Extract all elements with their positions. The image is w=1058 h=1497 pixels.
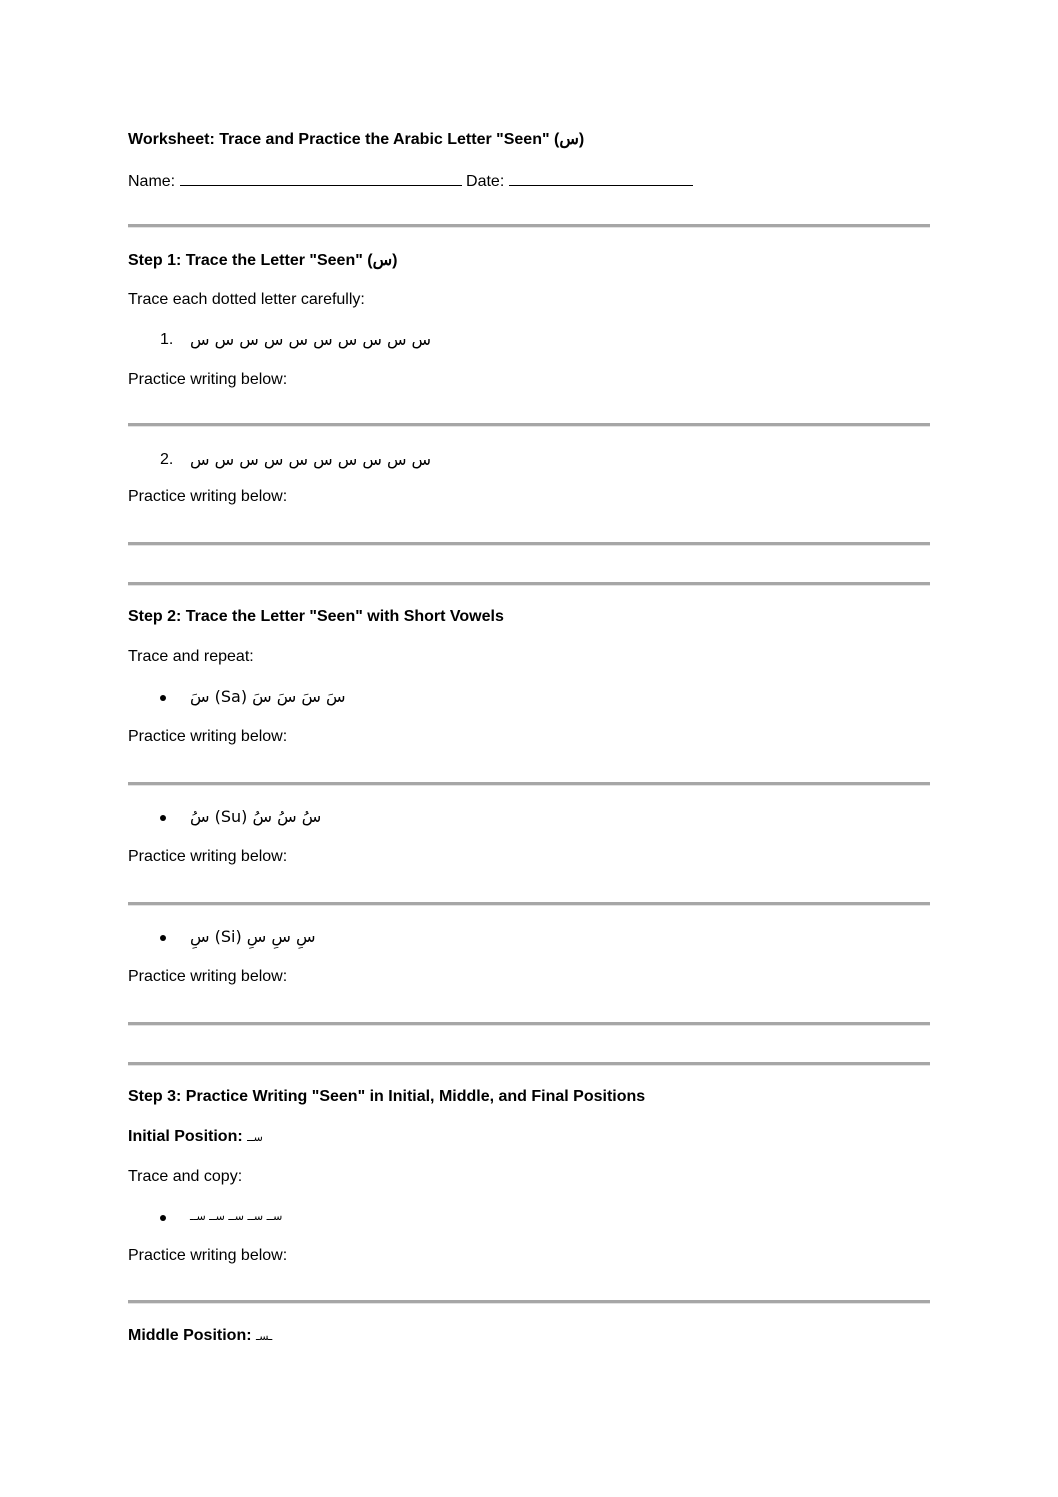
vowel-trace-si: سِ (Si) سِ سِ سِ: [190, 927, 316, 946]
divider: [128, 1062, 930, 1066]
practice-label: Practice writing below:: [128, 968, 288, 985]
practice-line[interactable]: [128, 902, 930, 906]
initial-form: ســ: [247, 1131, 263, 1144]
middle-position-label: Middle Position:: [128, 1327, 252, 1344]
date-field[interactable]: [509, 171, 693, 186]
trace-letters: س س س س س س س س س س: [190, 330, 432, 349]
practice-line[interactable]: [128, 782, 930, 786]
practice-label: Practice writing below:: [128, 728, 288, 745]
bullet-icon: [160, 695, 166, 701]
name-date-row: [128, 171, 693, 192]
bullet-icon: [160, 1215, 166, 1221]
vowel-trace-sa: سَ (Sa) سَ سَ سَ سَ: [190, 687, 346, 706]
list-number: 1.: [160, 331, 174, 348]
step1-instruction: Trace each dotted letter carefully:: [128, 291, 365, 308]
middle-form: ـسـ: [256, 1330, 273, 1343]
bullet-icon: [160, 935, 166, 941]
worksheet-title: Worksheet: Trace and Practice the Arabic Letter "Seen" (س): [128, 131, 585, 148]
practice-label: Practice writing below:: [128, 848, 288, 865]
practice-line[interactable]: [128, 423, 930, 427]
practice-line[interactable]: [128, 1300, 930, 1304]
name-label: Name:: [128, 173, 176, 190]
initial-position-heading: [128, 1127, 263, 1148]
initial-position-label: Initial Position:: [128, 1128, 243, 1145]
date-label: Date:: [466, 173, 505, 190]
practice-label: Practice writing below:: [128, 1247, 288, 1264]
trace-letters: س س س س س س س س س س: [190, 450, 432, 469]
list-number: 2.: [160, 451, 174, 468]
step1-heading: Step 1: Trace the Letter "Seen" (س): [128, 252, 398, 269]
initial-instruction: Trace and copy:: [128, 1168, 243, 1185]
step3-heading: Step 3: Practice Writing "Seen" in Initial, Middle, and Final Positions: [128, 1088, 646, 1105]
divider: [128, 224, 930, 228]
practice-line[interactable]: [128, 1022, 930, 1026]
initial-trace: ســ ســ ســ ســ ســ: [190, 1210, 283, 1223]
bullet-icon: [160, 815, 166, 821]
vowel-trace-su: سُ (Su) سُ سُ سُ: [190, 807, 322, 826]
step2-heading: Step 2: Trace the Letter "Seen" with Short Vowels: [128, 608, 504, 625]
middle-position-heading: [128, 1326, 272, 1347]
name-field[interactable]: [180, 171, 462, 186]
step2-instruction: Trace and repeat:: [128, 648, 254, 665]
practice-label: Practice writing below:: [128, 488, 288, 505]
practice-line[interactable]: [128, 542, 930, 546]
practice-label: Practice writing below:: [128, 371, 288, 388]
divider: [128, 582, 930, 586]
